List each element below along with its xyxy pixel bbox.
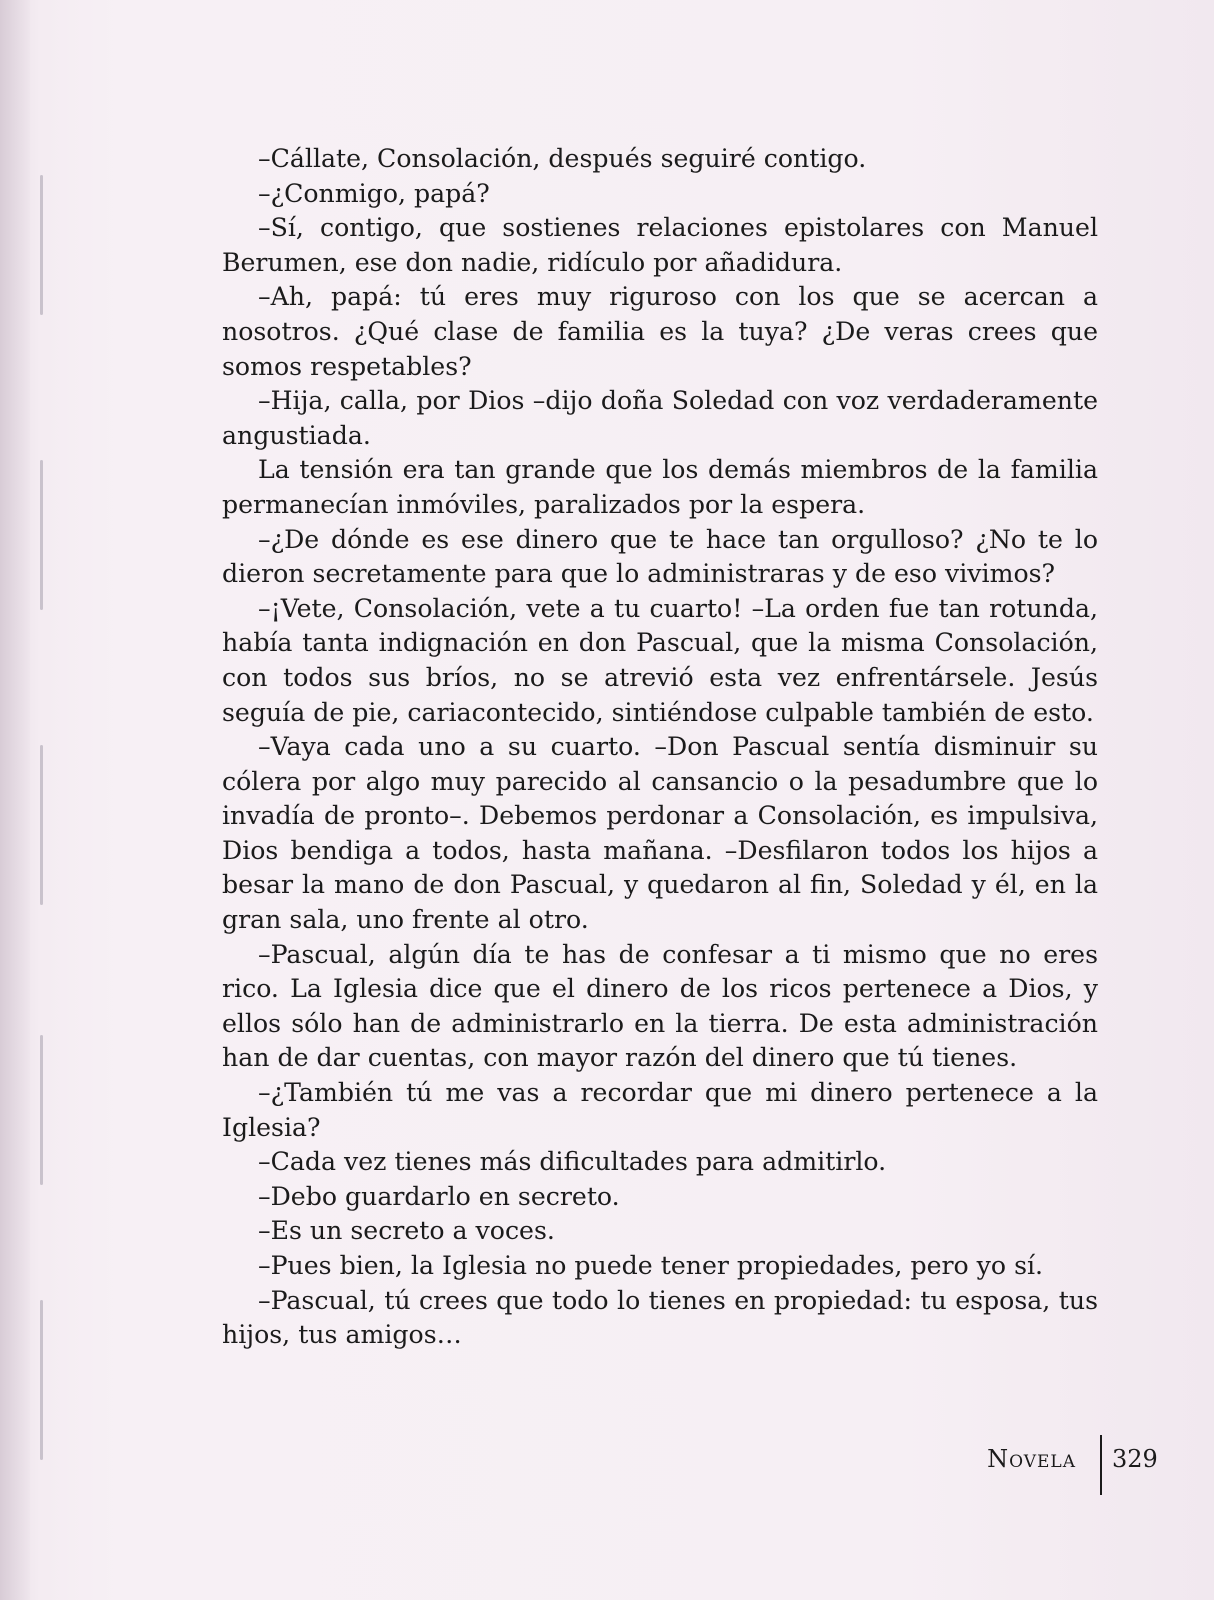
paragraph: –¿También tú me vas a recordar que mi dinero pertenece a la Iglesia? xyxy=(222,1078,1098,1142)
paragraph: –¿Conmigo, papá? xyxy=(258,178,490,208)
paragraph: –Pascual, algún día te has de confesar a ti mismo que no eres rico. La Iglesia dice que el dinero de los ricos pertenece a Dios, y ellos sólo han de administrarlo en la tierra. De esta administración han de dar cuentas, con mayor razón del dinero que tú tienes. xyxy=(222,939,1098,1073)
paragraph: –Ah, papá: tú eres muy riguroso con los que se acercan a nosotros. ¿Qué clase de familia es la tuya? ¿De veras crees que somos respetables? xyxy=(222,282,1098,381)
footer-divider xyxy=(1100,1435,1102,1495)
body-text xyxy=(222,142,1098,1353)
page-number: 329 xyxy=(1112,1445,1158,1473)
paragraph: La tensión era tan grande que los demás miembros de la familia permanecían inmóviles, paralizados por la espera. xyxy=(222,455,1098,519)
binding-stitch xyxy=(40,1035,43,1185)
paragraph: –Hija, calla, por Dios –dijo doña Soledad con voz verdaderamente angustiada. xyxy=(222,386,1098,450)
paragraph: –¿De dónde es ese dinero que te hace tan orgulloso? ¿No te lo dieron secretamente para que lo administraras y de eso vivimos? xyxy=(222,524,1098,589)
paragraph: –Cállate, Consolación, después seguiré contigo. xyxy=(258,144,867,173)
page-spine-edge xyxy=(0,0,30,1600)
paragraph: –Cada vez tienes más dificultades para admitirlo. xyxy=(258,1147,887,1177)
section-label: Novela xyxy=(987,1445,1076,1473)
paragraph: –Vaya cada uno a su cuarto. –Don Pascual sentía disminuir su cólera por algo muy parecido al cansancio o la pesadumbre que lo invadía de pronto–. Debemos perdonar a Consolación, es impulsiva, Dios bendiga a todos, hasta mañana. –Desfilaron todos los hijos a besar la mano de don Pascual, y quedaron al fin, Soledad y él, en la gran sala, uno frente al otro. xyxy=(222,732,1098,935)
binding-stitch xyxy=(40,175,43,315)
paragraph: –Es un secreto a voces. xyxy=(258,1216,555,1246)
paragraph: –Pues bien, la Iglesia no puede tener propiedades, pero yo sí. xyxy=(258,1251,1044,1280)
paragraph: –Pascual, tú crees que todo lo tienes en propiedad: tu esposa, tus hijos, tus amigos… xyxy=(222,1285,1098,1350)
paragraph: –¡Vete, Consolación, vete a tu cuarto! –La orden fue tan rotunda, había tanta indignación en don Pascual, que la misma Consolación, con todos sus bríos, no se atrevió esta vez enfrentársele. Jesús seguía de pie, cariacontecido, sintiéndose culpable también de esto. xyxy=(222,593,1098,727)
binding-stitch xyxy=(40,745,43,905)
paragraph: –Sí, contigo, que sostienes relaciones epistolares con Manuel Berumen, ese don nadie, ridículo por añadidura. xyxy=(222,213,1098,277)
page-footer xyxy=(0,1441,1214,1501)
binding-stitch xyxy=(40,460,43,610)
paragraph: –Debo guardarlo en secreto. xyxy=(258,1181,620,1211)
binding-stitch xyxy=(40,1300,43,1460)
